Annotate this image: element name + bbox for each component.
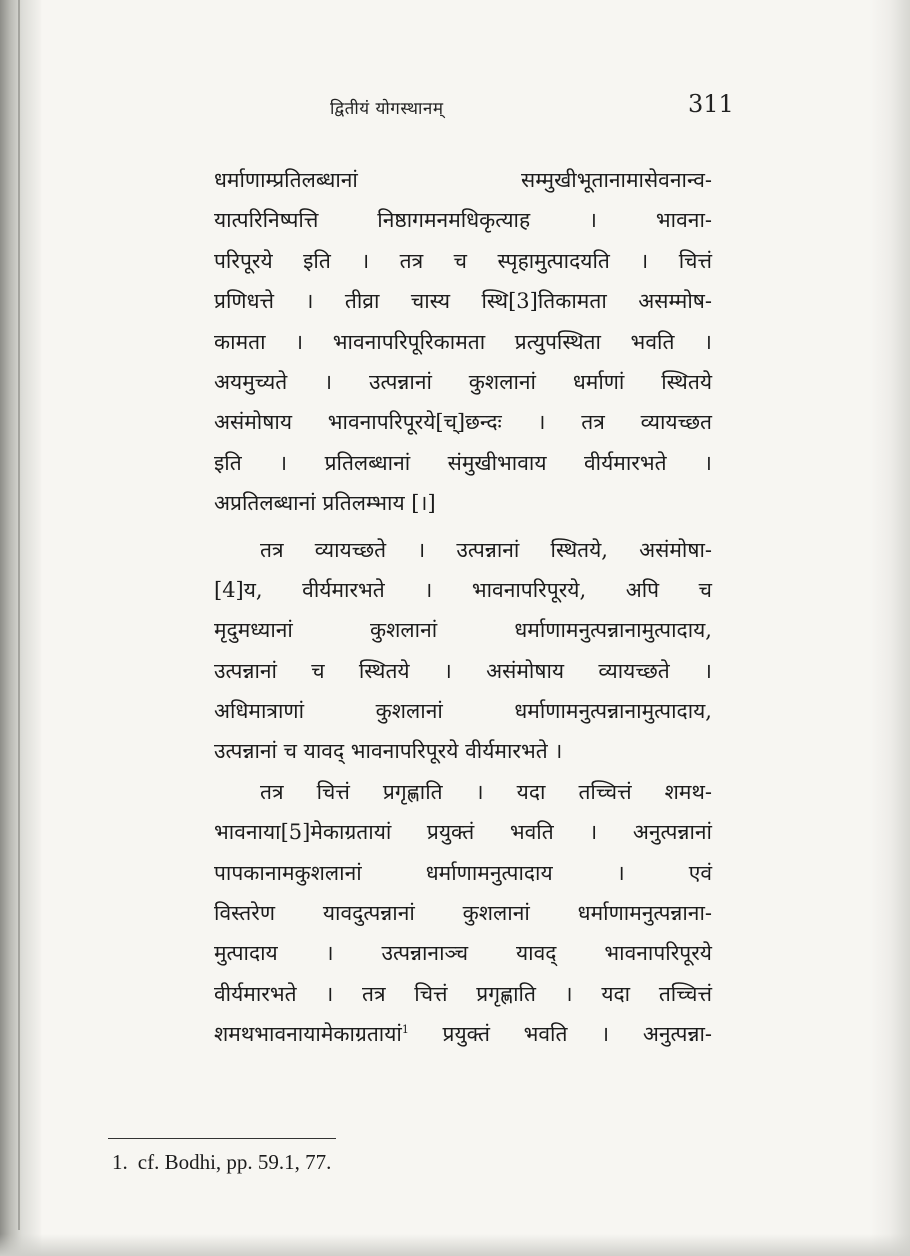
text-line: धर्माणाम्प्रतिलब्धानां सम्मुखीभूतानामासेवनान्व- xyxy=(214,168,712,192)
body-text xyxy=(214,160,712,1055)
page-number: 311 xyxy=(688,90,734,118)
text-line: [4]य, वीर्यमारभते । भावनापरिपूरये, अपि च xyxy=(214,577,712,602)
text-line: अप्रतिलब्धानां प्रतिलम्भाय [।] xyxy=(214,491,436,516)
text-line: तत्र चित्तं प्रगृह्णाति । यदा तच्चित्तं शमथ- xyxy=(260,779,712,804)
text-line: विस्तरेण यावदुत्पन्नानां कुशलानां धर्माणामनुत्पन्नाना- xyxy=(214,901,712,926)
binding-gutter-shadow xyxy=(0,0,42,1256)
text-line: अधिमात्राणां कुशलानां धर्माणामनुत्पन्नानामुत्पादाय, xyxy=(214,699,712,724)
text-segment: शमथभावनायामेकाग्रतायां xyxy=(214,1022,402,1047)
text-line: पापकानामकुशलानां धर्माणामनुत्पादाय । एवं xyxy=(214,860,712,885)
text-line-with-footnote-mark xyxy=(214,1014,712,1054)
text-line: कामता । भावनापरिपूरिकामता प्रत्युपस्थिता भवति । xyxy=(214,329,712,354)
footnote-reference-mark[interactable]: 1 xyxy=(401,1023,409,1037)
footnote-number: 1. xyxy=(112,1150,128,1174)
footnote-text: cf. Bodhi, pp. 59.1, 77. xyxy=(137,1150,332,1174)
text-line: तत्र व्यायच्छते । उत्पन्नानां स्थितये, असंमोषा- xyxy=(260,537,712,562)
right-edge-shadow xyxy=(870,0,910,1256)
text-line: वीर्यमारभते । तत्र चित्तं प्रगृह्णाति । यदा तच्चित्तं xyxy=(214,981,712,1006)
text-line: इति । प्रतिलब्धानां संमुखीभावाय वीर्यमारभते । xyxy=(214,450,712,475)
text-line: प्रणिधत्ते । तीव्रा चास्य स्थि[3]तिकामता असम्मोष- xyxy=(214,289,712,314)
text-line: उत्पन्नानां च स्थितये । असंमोषाय व्यायच्छते । xyxy=(214,658,712,683)
footnote xyxy=(112,1150,331,1175)
running-head: द्वितीयं योगस्थानम् xyxy=(330,99,444,119)
bottom-edge-shadow xyxy=(0,1234,910,1256)
text-line: यात्परिनिष्पत्ति निष्ठागमनमधिकृत्याह । भावना- xyxy=(214,208,712,233)
text-line: मुत्पादाय । उत्पन्नानाञ्च यावद् भावनापरिपूरये xyxy=(214,941,712,966)
text-line: उत्पन्नानां च यावद् भावनापरिपूरये वीर्यमारभते । xyxy=(214,739,563,764)
binding-edge-line xyxy=(18,0,20,1230)
text-segment: प्रयुक्तं भवति । अनुत्पन्ना- xyxy=(408,1022,712,1047)
text-line: मृदुमध्यानां कुशलानां धर्माणामनुत्पन्नानामुत्पादाय, xyxy=(214,618,712,643)
text-line: अयमुच्यते । उत्पन्नानां कुशलानां धर्माणां स्थितये xyxy=(214,369,712,394)
text-line: असंमोषाय भावनापरिपूरये[च्]छन्दः । तत्र व्यायच्छत xyxy=(214,410,712,435)
text-line: परिपूरये इति । तत्र च स्पृहामुत्पादयति । चित्तं xyxy=(214,248,712,273)
footnote-separator-rule xyxy=(108,1138,336,1139)
text-line: भावनाया[5]मेकाग्रतायां प्रयुक्तं भवति । अनुत्पन्नानां xyxy=(214,820,712,845)
